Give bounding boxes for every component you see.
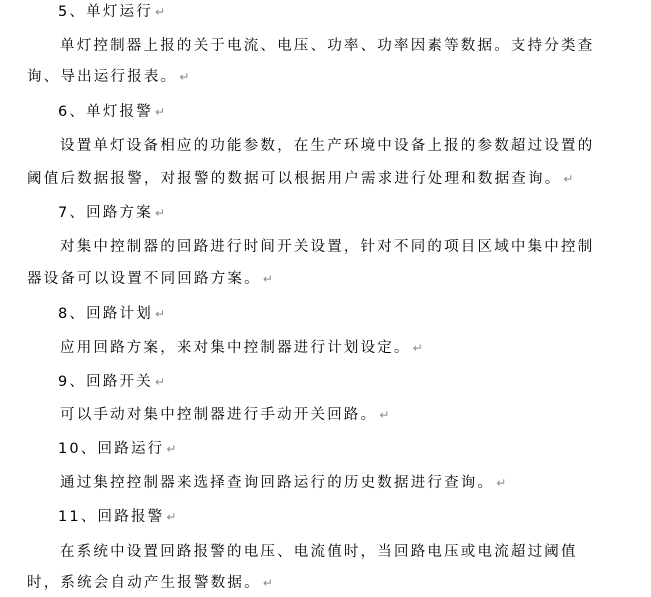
section-heading-5: 5、单灯运行 ↵ (58, 4, 165, 20)
paragraph-mark-icon: ↵ (496, 476, 507, 490)
section-text-line: 可以手动对集中控制器进行手动开关回路。 ↵ (60, 407, 390, 423)
paragraph-mark-icon: ↵ (154, 105, 165, 119)
section-text-line: 器设备可以设置不同回路方案。 ↵ (27, 271, 273, 287)
paragraph-mark-icon: ↵ (563, 172, 574, 186)
section-heading-6: 6、单灯报警 ↵ (58, 104, 165, 120)
paragraph-mark-icon: ↵ (166, 442, 177, 456)
section-text-line: 阈值后数据报警，对报警的数据可以根据用户需求进行处理和数据查询。 ↵ (27, 171, 574, 187)
section-text-line: 对集中控制器的回路进行时间开关设置，针对不同的项目区域中集中控制 (60, 239, 595, 255)
section-text-line: 在系统中设置回路报警的电压、电流值时，当回路电压或电流超过阈值 (60, 544, 578, 560)
section-text-line: 通过集控控制器来选择查询回路运行的历史数据进行查询。 ↵ (60, 475, 507, 491)
paragraph-mark-icon: ↵ (154, 375, 165, 389)
section-text-line: 时，系统会自动产生报警数据。 ↵ (27, 575, 273, 591)
paragraph-mark-icon: ↵ (262, 272, 273, 286)
section-text-line: 设置单灯设备相应的功能参数，在生产环境中设备上报的参数超过设置的 (60, 138, 595, 154)
paragraph-mark-icon: ↵ (262, 576, 273, 590)
section-text-line: 询、导出运行报表。 ↵ (27, 69, 190, 85)
section-text-line: 应用回路方案，来对集中控制器进行计划设定。 ↵ (60, 340, 423, 356)
paragraph-mark-icon: ↵ (379, 408, 390, 422)
paragraph-mark-icon: ↵ (166, 510, 177, 524)
section-heading-8: 8、回路计划 ↵ (58, 306, 165, 322)
paragraph-mark-icon: ↵ (412, 341, 423, 355)
paragraph-mark-icon: ↵ (179, 70, 190, 84)
paragraph-mark-icon: ↵ (154, 5, 165, 19)
section-heading-7: 7、回路方案 ↵ (58, 205, 165, 221)
section-heading-10: 10、回路运行 ↵ (58, 441, 177, 457)
paragraph-mark-icon: ↵ (154, 206, 165, 220)
section-text-line: 单灯控制器上报的关于电流、电压、功率、功率因素等数据。支持分类查 (60, 38, 595, 54)
section-heading-11: 11、回路报警 ↵ (58, 509, 177, 525)
section-heading-9: 9、回路开关 ↵ (58, 374, 165, 390)
paragraph-mark-icon: ↵ (154, 307, 165, 321)
